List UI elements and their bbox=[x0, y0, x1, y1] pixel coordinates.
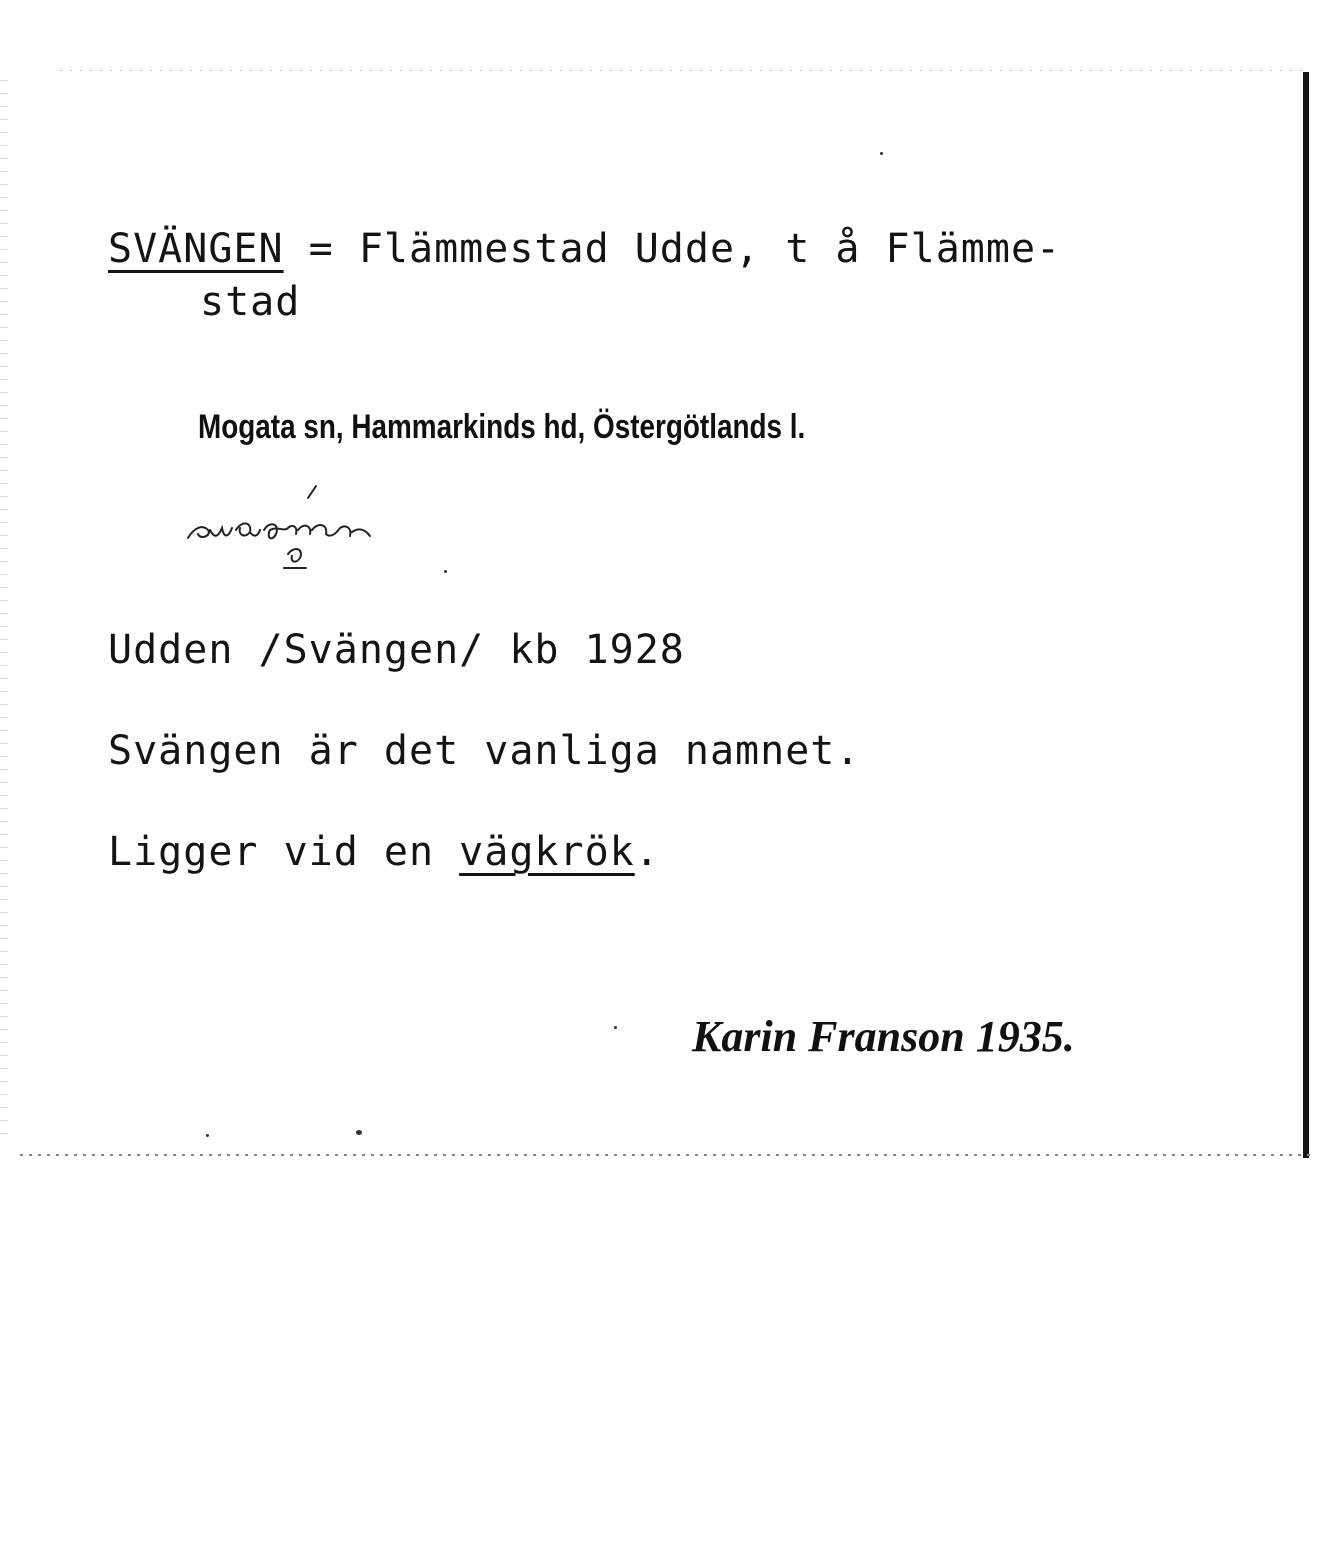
entry-continuation: stad bbox=[200, 279, 301, 325]
body-line-2: Svängen är det vanliga namnet. bbox=[108, 728, 861, 774]
scan-speck bbox=[444, 570, 447, 573]
entry-definition: = Flämmestad Udde, t å Flämme- bbox=[283, 226, 1062, 272]
card-top-edge bbox=[60, 70, 1305, 71]
entry-line bbox=[108, 225, 1061, 273]
signature: Karin Franson 1935. bbox=[692, 1012, 1075, 1061]
card-bottom-edge bbox=[20, 1154, 1310, 1156]
scan-speck bbox=[356, 1130, 362, 1135]
underlined-term: vägkrök bbox=[459, 829, 635, 875]
handwritten-phonetic-note bbox=[180, 480, 420, 580]
location-line: Mogata sn, Hammarkinds hd, Östergötlands l. bbox=[198, 408, 806, 446]
scan-speck bbox=[206, 1134, 209, 1137]
scan-edge-speckle bbox=[0, 80, 8, 1140]
body-line-3 bbox=[108, 828, 660, 876]
handwritten-phonetic-note-text bbox=[1, 1, 2, 2]
headword: SVÄNGEN bbox=[108, 226, 284, 272]
body-line-1: Udden /Svängen/ kb 1928 bbox=[108, 627, 685, 673]
scan-speck bbox=[614, 1026, 617, 1029]
card-right-edge bbox=[1303, 72, 1309, 1158]
body-line-3-suffix: . bbox=[634, 829, 660, 875]
body-line-3-prefix: Ligger vid en bbox=[108, 829, 460, 875]
scan-speck bbox=[880, 152, 883, 155]
